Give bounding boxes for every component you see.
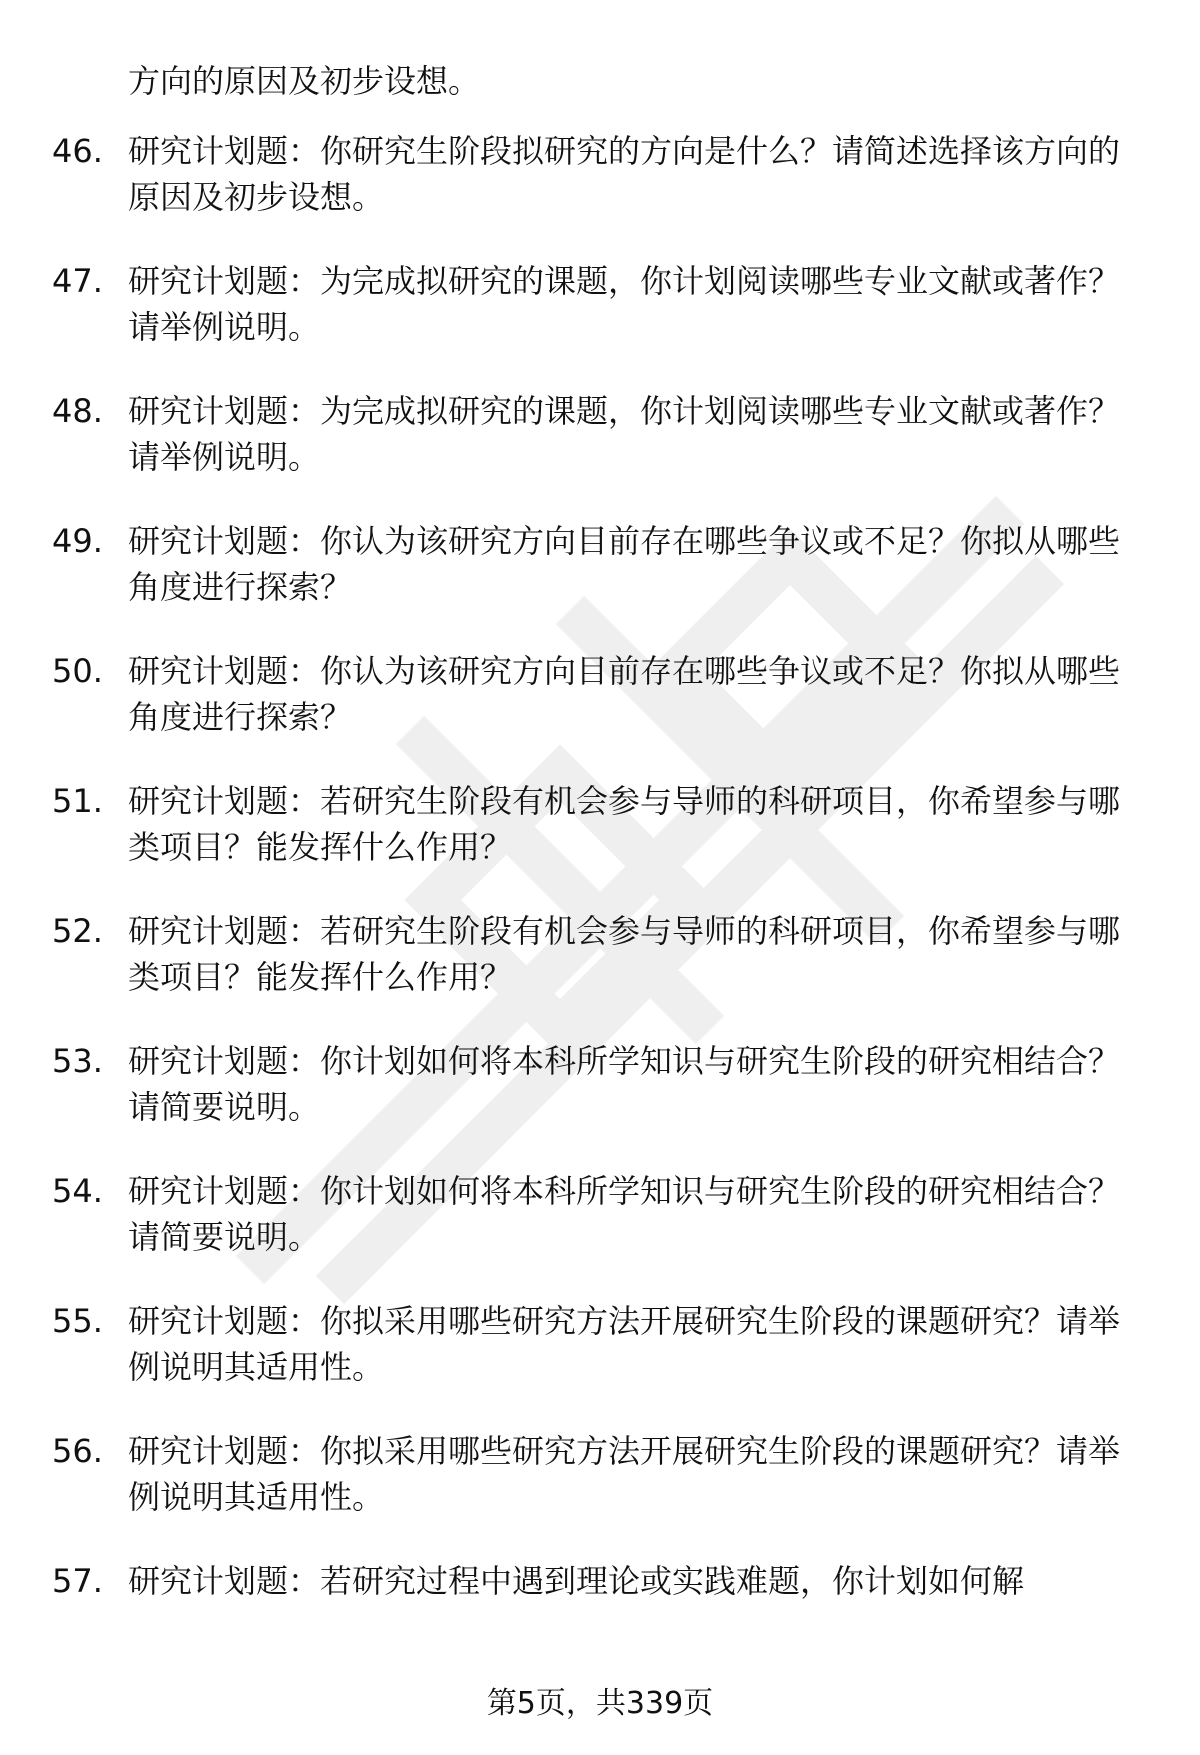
item-text: 研究计划题：你计划如何将本科所学知识与研究生阶段的研究相结合？请简要说明。 [128, 1042, 1121, 1126]
list-item [52, 388, 1142, 480]
page-footer: 第5页，共339页 [486, 1686, 714, 1721]
item-number: 51. [52, 782, 103, 820]
item-text: 研究计划题：为完成拟研究的课题，你计划阅读哪些专业文献或著作？请举例说明。 [128, 392, 1121, 476]
item-text: 研究计划题：你拟采用哪些研究方法开展研究生阶段的课题研究？请举例说明其适用性。 [128, 1432, 1121, 1516]
item-number: 56. [52, 1432, 103, 1470]
item-text: 研究计划题：你认为该研究方向目前存在哪些争议或不足？你拟从哪些角度进行探索？ [128, 652, 1121, 736]
list-item [52, 1038, 1142, 1130]
list-item [52, 128, 1142, 220]
item-text: 研究计划题：你拟采用哪些研究方法开展研究生阶段的课题研究？请举例说明其适用性。 [128, 1302, 1121, 1386]
item-number: 48. [52, 392, 103, 430]
list-item [52, 778, 1142, 870]
item-text: 研究计划题：你计划如何将本科所学知识与研究生阶段的研究相结合？请简要说明。 [128, 1172, 1121, 1256]
list-item [52, 908, 1142, 1000]
list-item [52, 1558, 1142, 1604]
item-text: 研究计划题：你认为该研究方向目前存在哪些争议或不足？你拟从哪些角度进行探索？ [128, 522, 1121, 606]
item-number: 50. [52, 652, 103, 690]
item-number: 49. [52, 522, 103, 560]
item-number: 55. [52, 1302, 103, 1340]
list-item [52, 648, 1142, 740]
continuation-line: 方向的原因及初步设想。 [128, 62, 481, 100]
item-text: 研究计划题：你研究生阶段拟研究的方向是什么？请简述选择该方向的原因及初步设想。 [128, 132, 1121, 216]
list-item [52, 1428, 1142, 1520]
item-number: 47. [52, 262, 103, 300]
item-text: 研究计划题：若研究过程中遇到理论或实践难题，你计划如何解 [128, 1562, 1025, 1600]
item-text: 研究计划题：若研究生阶段有机会参与导师的科研项目，你希望参与哪类项目？能发挥什么作用？ [128, 782, 1121, 866]
list-item [52, 518, 1142, 610]
item-text: 研究计划题：为完成拟研究的课题，你计划阅读哪些专业文献或著作？请举例说明。 [128, 262, 1121, 346]
item-number: 54. [52, 1172, 103, 1210]
item-number: 46. [52, 132, 103, 170]
item-number: 57. [52, 1562, 103, 1600]
list-item [52, 1298, 1142, 1390]
item-number: 53. [52, 1042, 103, 1080]
item-text: 研究计划题：若研究生阶段有机会参与导师的科研项目，你希望参与哪类项目？能发挥什么作用？ [128, 912, 1121, 996]
list-item [52, 1168, 1142, 1260]
item-number: 52. [52, 912, 103, 950]
list-item [52, 258, 1142, 350]
